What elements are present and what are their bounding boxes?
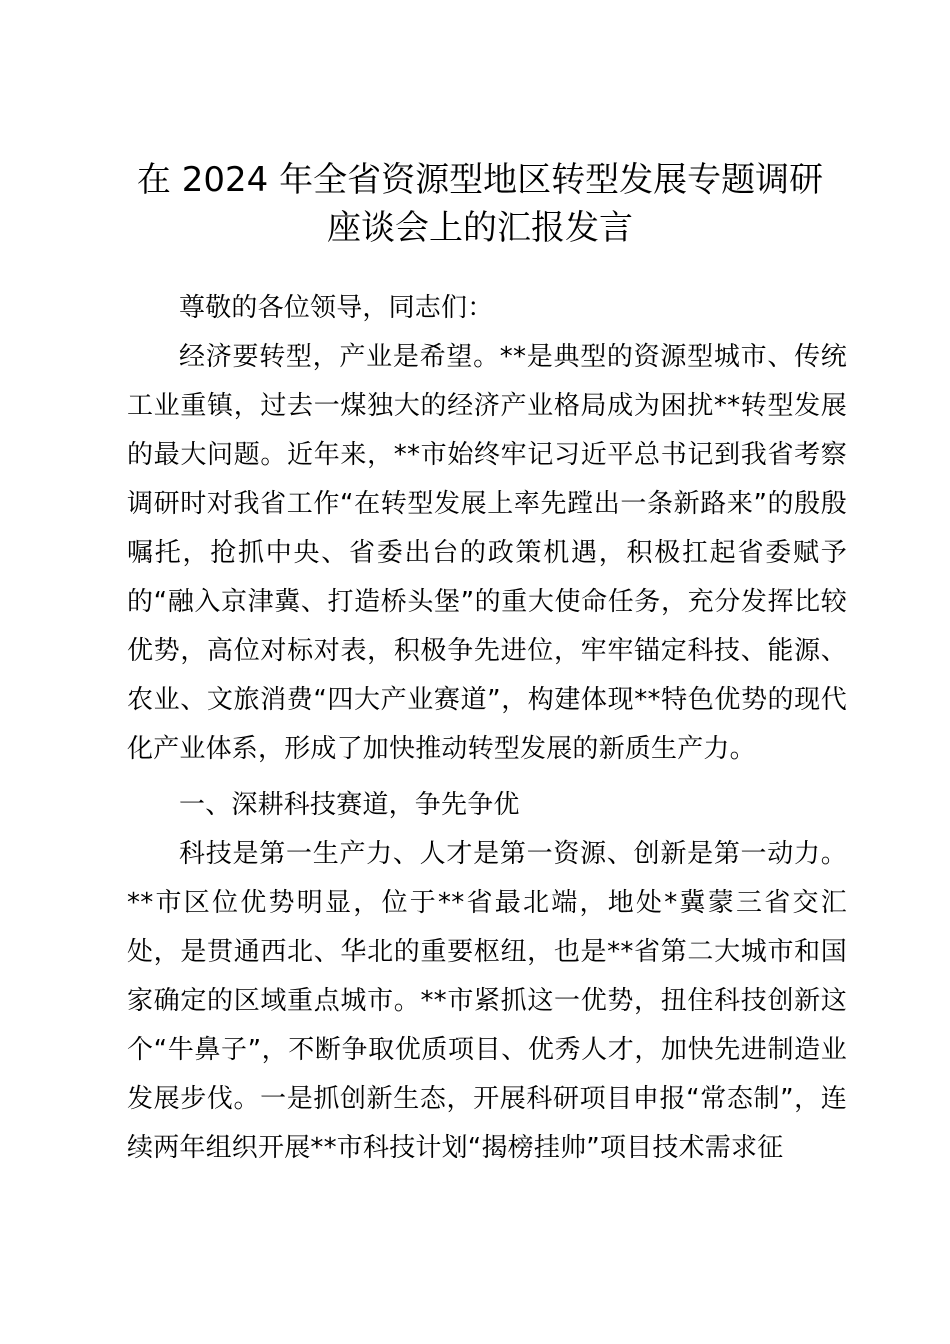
title-line-2: 座谈会上的汇报发言 xyxy=(327,208,633,248)
section-heading-1: 一、深耕科技赛道，争先争优 xyxy=(179,790,520,820)
title-line-1: 在 2024 年全省资源型地区转型发展专题调研 xyxy=(136,160,824,200)
greeting-text: 尊敬的各位领导，同志们： xyxy=(179,293,494,323)
paragraph-section-1: 科技是第一生产力、人才是第一资源、创新是第一动力。**市区位优势明显，位于**省最北端，地处*冀蒙三省交汇处，是贯通西北、华北的重要枢纽，也是**省第二大城市和国家确定的区域重点城市。**市紧抓这一优势，扭住科技创新这个“牛鼻子”，不断争取优质项目、优秀人才，加快先进制造业发展步伐。一是抓创新生态，开展科研项目申报“常态制”，连续两年组织开展**市科技计划“揭榜挂帅”项目技术需求征 xyxy=(127,839,847,1163)
document-title xyxy=(100,156,860,252)
paragraph-intro: 经济要转型，产业是希望。**是典型的资源型城市、传统工业重镇，过去一煤独大的经济产业格局成为困扰**转型发展的最大问题。近年来，**市始终牢记习近平总书记到我省考察调研时对我省工作“在转型发展上率先蹚出一条新路来”的殷殷嘱托，抢抓中央、省委出台的政策机遇，积极扛起省委赋予的“融入京津冀、打造桥头堡”的重大使命任务，充分发挥比较优势，高位对标对表，积极争先进位，牢牢锚定科技、能源、农业、文旅消费“四大产业赛道”，构建体现**特色优势的现代化产业体系，形成了加快推动转型发展的新质生产力。 xyxy=(127,342,847,764)
